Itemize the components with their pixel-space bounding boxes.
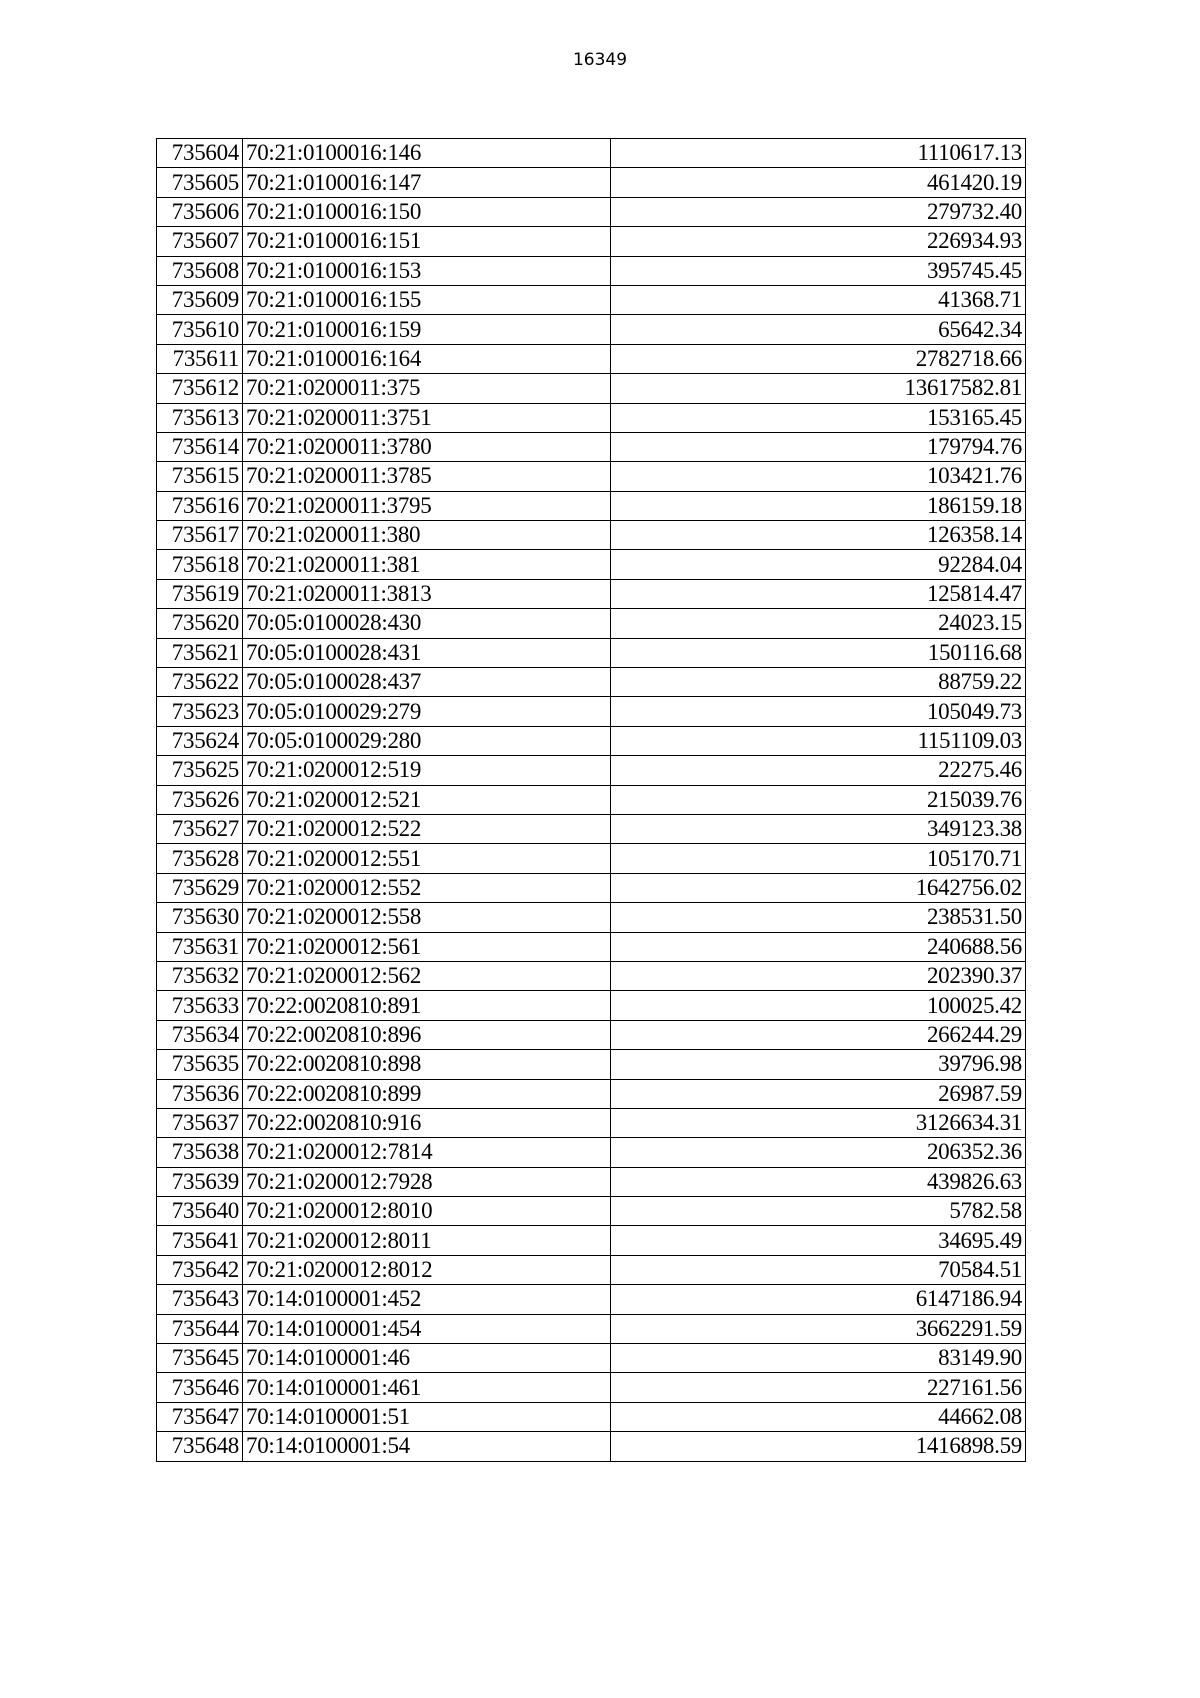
cadastral-number-cell: 70:14:0100001:54 [243,1432,611,1461]
row-id-cell: 735622 [157,668,243,697]
value-cell: 22275.46 [611,756,1026,785]
value-cell: 105170.71 [611,844,1026,873]
table-row [157,462,1026,491]
cadastral-number-cell: 70:14:0100001:452 [243,1285,611,1314]
table-row [157,991,1026,1020]
cadastral-number-cell: 70:21:0200012:8011 [243,1226,611,1255]
row-id-cell: 735607 [157,227,243,256]
cadastral-number-cell: 70:21:0200011:375 [243,374,611,403]
cadastral-number-cell: 70:14:0100001:46 [243,1344,611,1373]
row-id-cell: 735641 [157,1226,243,1255]
value-cell: 266244.29 [611,1020,1026,1049]
cadastral-number-cell: 70:21:0200011:3795 [243,491,611,520]
cadastral-number-cell: 70:21:0200012:558 [243,903,611,932]
value-cell: 6147186.94 [611,1285,1026,1314]
table-row [157,521,1026,550]
table-row [157,1079,1026,1108]
value-cell: 1151109.03 [611,726,1026,755]
table-row [157,1314,1026,1343]
cadastral-number-cell: 70:21:0200012:7814 [243,1138,611,1167]
cadastral-number-cell: 70:21:0100016:151 [243,227,611,256]
table-row [157,726,1026,755]
table-row [157,403,1026,432]
value-cell: 34695.49 [611,1226,1026,1255]
cadastral-number-cell: 70:21:0100016:164 [243,344,611,373]
row-id-cell: 735635 [157,1050,243,1079]
value-cell: 395745.45 [611,256,1026,285]
table-row [157,197,1026,226]
value-cell: 39796.98 [611,1050,1026,1079]
value-cell: 153165.45 [611,403,1026,432]
table-row [157,285,1026,314]
value-cell: 349123.38 [611,814,1026,843]
value-cell: 100025.42 [611,991,1026,1020]
cadastral-number-cell: 70:21:0200011:3780 [243,432,611,461]
table-row [157,139,1026,168]
row-id-cell: 735613 [157,403,243,432]
value-cell: 13617582.81 [611,374,1026,403]
row-id-cell: 735631 [157,932,243,961]
row-id-cell: 735611 [157,344,243,373]
value-cell: 126358.14 [611,521,1026,550]
row-id-cell: 735615 [157,462,243,491]
cadastral-number-cell: 70:22:0020810:916 [243,1108,611,1137]
cadastral-number-cell: 70:05:0100029:280 [243,726,611,755]
row-id-cell: 735629 [157,873,243,902]
row-id-cell: 735624 [157,726,243,755]
table-row [157,609,1026,638]
cadastral-number-cell: 70:21:0200012:552 [243,873,611,902]
value-cell: 240688.56 [611,932,1026,961]
table-row [157,1432,1026,1461]
table-row [157,903,1026,932]
table-row [157,227,1026,256]
table-row [157,668,1026,697]
row-id-cell: 735630 [157,903,243,932]
table-row [157,491,1026,520]
cadastral-number-cell: 70:21:0100016:146 [243,139,611,168]
value-cell: 88759.22 [611,668,1026,697]
value-cell: 70584.51 [611,1255,1026,1284]
value-cell: 202390.37 [611,961,1026,990]
row-id-cell: 735608 [157,256,243,285]
row-id-cell: 735643 [157,1285,243,1314]
cadastral-number-cell: 70:21:0100016:150 [243,197,611,226]
cadastral-number-cell: 70:21:0100016:147 [243,168,611,197]
value-cell: 125814.47 [611,579,1026,608]
cadastral-number-cell: 70:22:0020810:896 [243,1020,611,1049]
table-row [157,1020,1026,1049]
row-id-cell: 735626 [157,785,243,814]
table-row [157,1138,1026,1167]
row-id-cell: 735637 [157,1108,243,1137]
row-id-cell: 735648 [157,1432,243,1461]
row-id-cell: 735647 [157,1402,243,1431]
value-cell: 92284.04 [611,550,1026,579]
table-row [157,1402,1026,1431]
row-id-cell: 735636 [157,1079,243,1108]
value-cell: 439826.63 [611,1167,1026,1196]
row-id-cell: 735610 [157,315,243,344]
cadastral-number-cell: 70:05:0100028:430 [243,609,611,638]
cadastral-number-cell: 70:21:0100016:155 [243,285,611,314]
table-row [157,315,1026,344]
value-cell: 461420.19 [611,168,1026,197]
table-row [157,638,1026,667]
value-cell: 215039.76 [611,785,1026,814]
cadastral-number-cell: 70:05:0100028:431 [243,638,611,667]
row-id-cell: 735632 [157,961,243,990]
cadastral-number-cell: 70:21:0200011:3813 [243,579,611,608]
table-row [157,785,1026,814]
cadastral-number-cell: 70:21:0200012:7928 [243,1167,611,1196]
table-row [157,432,1026,461]
page-number: 16349 [572,50,628,70]
cadastral-number-cell: 70:21:0200012:562 [243,961,611,990]
table-row [157,1050,1026,1079]
table-row [157,1373,1026,1402]
value-cell: 5782.58 [611,1197,1026,1226]
value-cell: 103421.76 [611,462,1026,491]
value-cell: 179794.76 [611,432,1026,461]
table-row [157,814,1026,843]
value-cell: 24023.15 [611,609,1026,638]
row-id-cell: 735604 [157,139,243,168]
value-cell: 1110617.13 [611,139,1026,168]
table-row [157,1226,1026,1255]
cadastral-number-cell: 70:21:0200012:551 [243,844,611,873]
row-id-cell: 735609 [157,285,243,314]
cadastral-number-cell: 70:21:0200012:522 [243,814,611,843]
cadastral-number-cell: 70:22:0020810:899 [243,1079,611,1108]
table-row [157,697,1026,726]
value-cell: 1416898.59 [611,1432,1026,1461]
row-id-cell: 735614 [157,432,243,461]
row-id-cell: 735617 [157,521,243,550]
value-cell: 3126634.31 [611,1108,1026,1137]
table-row [157,1344,1026,1373]
row-id-cell: 735634 [157,1020,243,1049]
value-cell: 279732.40 [611,197,1026,226]
row-id-cell: 735633 [157,991,243,1020]
table-row [157,1255,1026,1284]
cadastral-number-cell: 70:21:0100016:153 [243,256,611,285]
value-cell: 26987.59 [611,1079,1026,1108]
value-cell: 186159.18 [611,491,1026,520]
cadastral-number-cell: 70:21:0200012:8012 [243,1255,611,1284]
value-cell: 2782718.66 [611,344,1026,373]
table-row [157,844,1026,873]
table-row [157,344,1026,373]
cadastral-number-cell: 70:21:0200011:3751 [243,403,611,432]
cadastral-number-cell: 70:05:0100028:437 [243,668,611,697]
row-id-cell: 735646 [157,1373,243,1402]
cadastral-number-cell: 70:21:0200012:8010 [243,1197,611,1226]
cadastral-number-cell: 70:21:0200012:519 [243,756,611,785]
table-row [157,961,1026,990]
table-row [157,579,1026,608]
cadastral-number-cell: 70:22:0020810:898 [243,1050,611,1079]
value-cell: 65642.34 [611,315,1026,344]
table-row [157,1285,1026,1314]
cadastral-number-cell: 70:21:0200011:380 [243,521,611,550]
cadastral-number-cell: 70:21:0200012:561 [243,932,611,961]
row-id-cell: 735627 [157,814,243,843]
row-id-cell: 735640 [157,1197,243,1226]
cadastral-number-cell: 70:21:0200011:3785 [243,462,611,491]
row-id-cell: 735642 [157,1255,243,1284]
cadastral-number-cell: 70:14:0100001:461 [243,1373,611,1402]
row-id-cell: 735623 [157,697,243,726]
row-id-cell: 735639 [157,1167,243,1196]
table-body [157,139,1026,1462]
table-row [157,256,1026,285]
value-cell: 41368.71 [611,285,1026,314]
table-row [157,1108,1026,1137]
value-cell: 227161.56 [611,1373,1026,1402]
row-id-cell: 735628 [157,844,243,873]
row-id-cell: 735620 [157,609,243,638]
row-id-cell: 735645 [157,1344,243,1373]
cadastral-number-cell: 70:21:0200011:381 [243,550,611,579]
row-id-cell: 735605 [157,168,243,197]
row-id-cell: 735616 [157,491,243,520]
data-table [156,138,1026,1462]
table-row [157,168,1026,197]
value-cell: 3662291.59 [611,1314,1026,1343]
value-cell: 206352.36 [611,1138,1026,1167]
cadastral-number-cell: 70:21:0200012:521 [243,785,611,814]
table-row [157,756,1026,785]
table-row [157,550,1026,579]
cadastral-number-cell: 70:14:0100001:454 [243,1314,611,1343]
row-id-cell: 735618 [157,550,243,579]
value-cell: 150116.68 [611,638,1026,667]
row-id-cell: 735619 [157,579,243,608]
row-id-cell: 735638 [157,1138,243,1167]
value-cell: 83149.90 [611,1344,1026,1373]
row-id-cell: 735644 [157,1314,243,1343]
cadastral-number-cell: 70:22:0020810:891 [243,991,611,1020]
row-id-cell: 735612 [157,374,243,403]
table-row [157,932,1026,961]
row-id-cell: 735625 [157,756,243,785]
table-row [157,374,1026,403]
table-row [157,873,1026,902]
cadastral-number-cell: 70:21:0100016:159 [243,315,611,344]
row-id-cell: 735606 [157,197,243,226]
table-row [157,1197,1026,1226]
value-cell: 238531.50 [611,903,1026,932]
table-row [157,1167,1026,1196]
cadastral-number-cell: 70:05:0100029:279 [243,697,611,726]
cadastral-number-cell: 70:14:0100001:51 [243,1402,611,1431]
value-cell: 44662.08 [611,1402,1026,1431]
value-cell: 1642756.02 [611,873,1026,902]
row-id-cell: 735621 [157,638,243,667]
value-cell: 226934.93 [611,227,1026,256]
value-cell: 105049.73 [611,697,1026,726]
